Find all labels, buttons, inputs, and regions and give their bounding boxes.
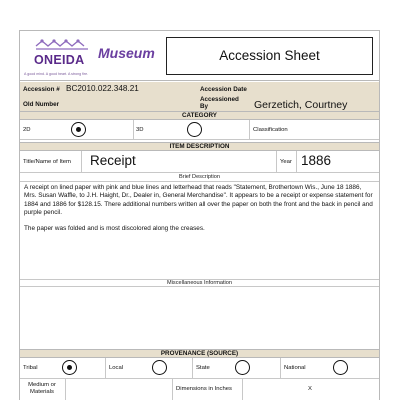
brief-description-paragraph: The paper was folded and is most discolored along the creases. [24,225,205,233]
accession-sheet [19,30,380,400]
accession-date-label: Accession Date [200,86,247,93]
wampum-belt-icon [32,37,92,51]
provenance-heading: PROVENANCE (SOURCE) [20,349,379,358]
provenance-local-radio[interactable] [152,360,167,375]
oneida-logo [22,35,94,79]
page-title: Accession Sheet [166,37,373,75]
misc-information-label: Miscellaneous Information [20,279,379,287]
provenance-row [20,358,379,379]
provenance-national-label: National [284,365,306,371]
item-description-heading: ITEM DESCRIPTION [20,142,379,151]
medium-materials-label: Medium or Materials [28,382,56,395]
provenance-tribal-radio[interactable] [62,360,77,375]
dimensions-label: Dimensions in Inches [176,386,232,392]
logo-wordmark: ONEIDA [34,53,85,67]
year-label: Year [280,159,292,165]
brief-description-paragraph: A receipt on lined paper with pink and blue lines and letterhead that reads "Statement, Brothertown Wis., June 18 1886, Mrs. Susan Waffle, to J.H. Haight, Dr., Dealer in, General Merchandise". It appears to be a receipt or expense statement for 1884 and 1886 for $128.15. There additional numbers written all over the paper on both the front and the back in pencil and purple pencil. [24,184,373,216]
brief-description-field[interactable] [24,184,375,242]
item-title-label: Title/Name of Item [23,159,71,165]
category-row [20,120,379,140]
category-option-2d-label: 2D [23,127,31,133]
medium-dimensions-row [20,379,379,400]
category-3d-radio[interactable] [187,122,202,137]
provenance-tribal-label: Tribal [23,365,38,371]
old-number-label: Old Number [23,101,60,108]
category-option-3d-label: 3D [136,127,144,133]
category-2d-radio[interactable] [71,122,86,137]
brief-description-label: Brief Description [20,174,379,182]
sheet-header [20,31,379,81]
provenance-state-label: State [196,365,210,371]
item-title-row [20,151,379,173]
category-heading: CATEGORY [20,111,379,120]
accessioned-by-field[interactable]: Gerzetich, Courtney [254,99,348,111]
provenance-state-radio[interactable] [235,360,250,375]
museum-label: Museum [98,45,155,61]
year-field[interactable]: 1886 [301,153,332,168]
accession-number-label: Accession # [23,86,60,93]
accession-info [20,82,379,112]
item-title-field[interactable]: Receipt [90,153,136,168]
logo-tagline: A good mind. A good heart. A strong fire. [24,72,89,76]
accession-number-field[interactable]: BC2010.022.348.21 [66,84,139,93]
accessioned-by-label: Accessioned By [200,96,239,110]
dimensions-separator: X [308,386,312,392]
provenance-local-label: Local [109,365,124,371]
provenance-national-radio[interactable] [333,360,348,375]
classification-label: Classification [253,127,288,133]
